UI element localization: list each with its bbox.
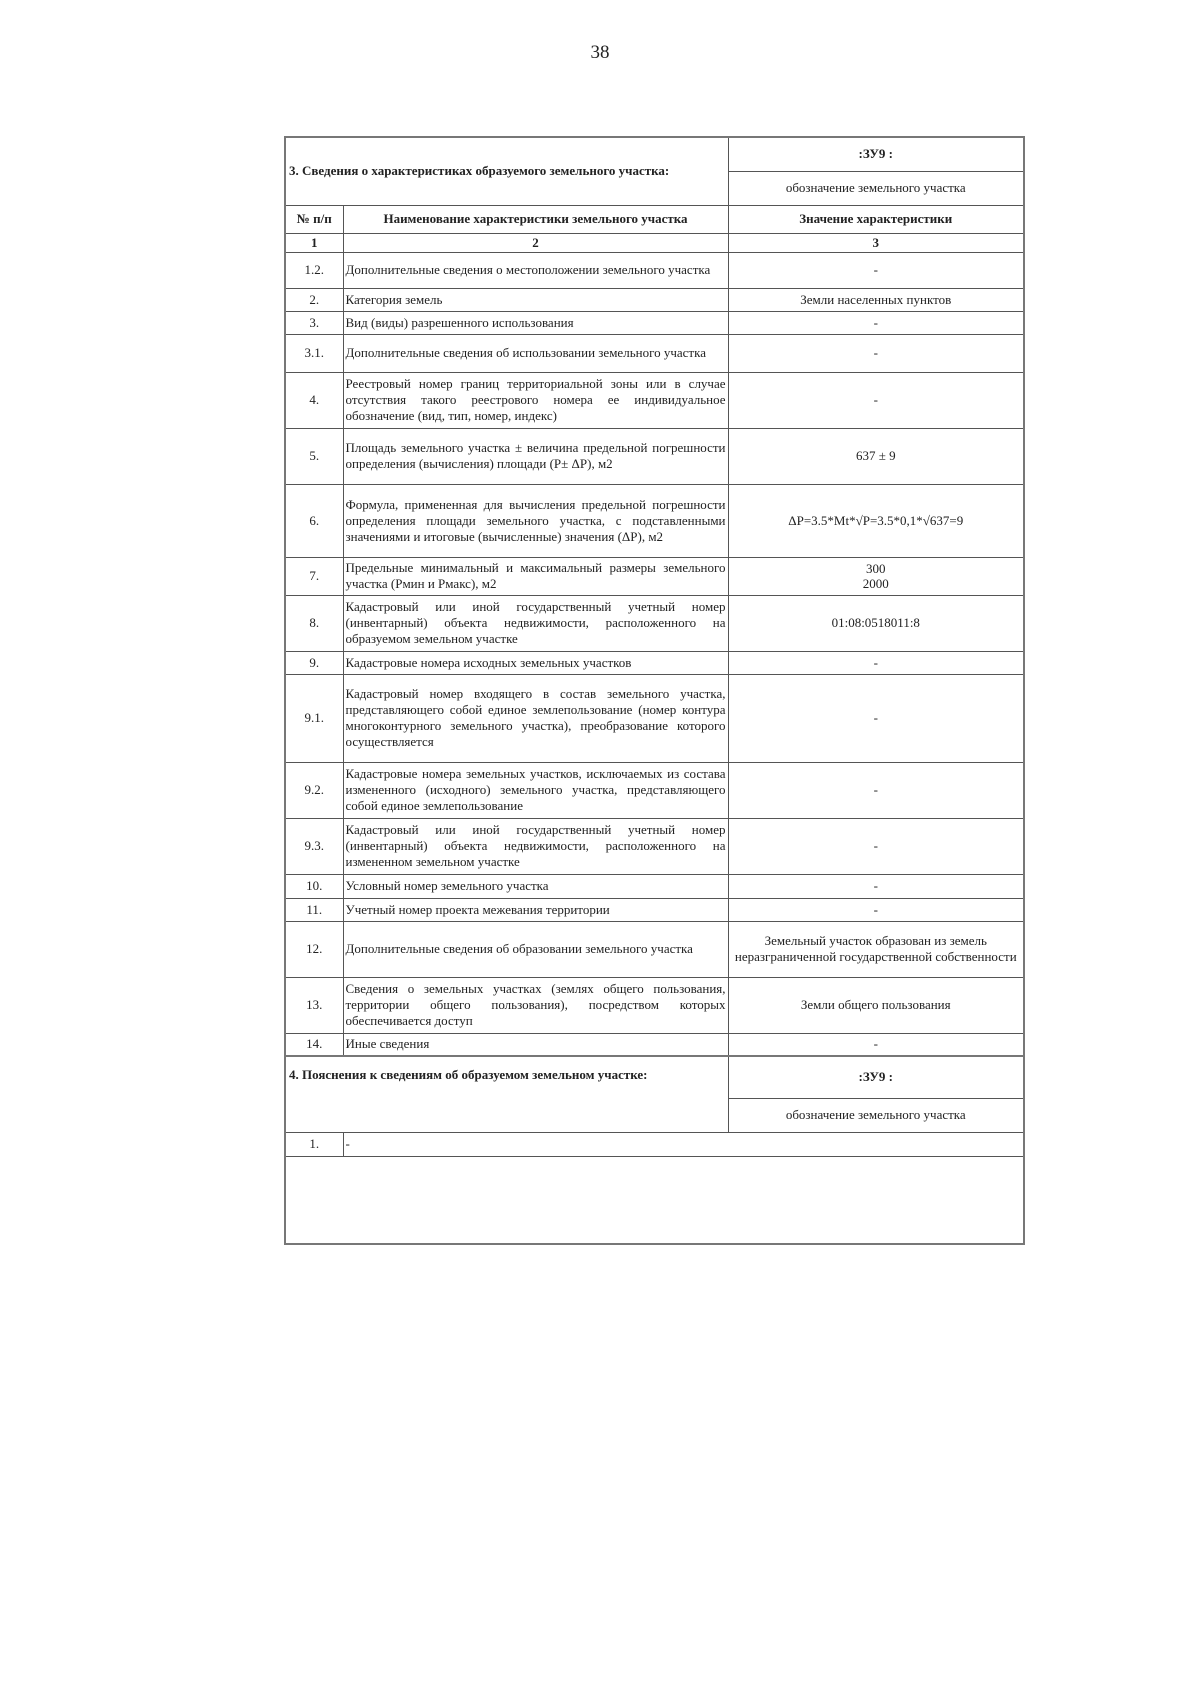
explanation-number: 1. <box>286 1132 343 1156</box>
row-value: - <box>728 674 1023 762</box>
row-value: 637 ± 9 <box>728 428 1023 484</box>
max-size-value: 2000 <box>862 576 889 591</box>
table-row <box>286 311 1023 334</box>
table-row <box>286 288 1023 311</box>
row-number: 13. <box>286 977 343 1033</box>
row-name: Вид (виды) разрешенного использования <box>343 311 728 334</box>
row-name: Сведения о земельных участках (землях общего пользования, территории общего пользования), посредством которых обеспечивается доступ <box>343 977 728 1033</box>
row-value: - <box>728 1033 1023 1056</box>
header-name: Наименование характеристики земельного участка <box>343 205 728 233</box>
blank-area <box>286 1156 1023 1222</box>
row-name: Дополнительные сведения об использовании земельного участка <box>343 334 728 372</box>
row-name: Предельные минимальный и максимальный размеры земельного участка (Рмин и Рмакс), м2 <box>343 557 728 595</box>
row-value: Земли населенных пунктов <box>728 288 1023 311</box>
row-value: Земельный участок образован из земель неразграниченной государственной собственности <box>728 921 1023 977</box>
table-row <box>286 651 1023 674</box>
section4-plot-id-caption: обозначение земельного участка <box>728 1098 1023 1132</box>
table-row <box>286 334 1023 372</box>
row-number: 4. <box>286 372 343 428</box>
table-row <box>286 762 1023 818</box>
section3-plot-id-caption: обозначение земельного участка <box>728 171 1023 205</box>
col-number-1: 1 <box>286 233 343 252</box>
row-number: 6. <box>286 484 343 557</box>
row-number: 9.1. <box>286 674 343 762</box>
table-row <box>286 484 1023 557</box>
header-value: Значение характеристики <box>728 205 1023 233</box>
row-number: 5. <box>286 428 343 484</box>
row-name: Кадастровые номера земельных участков, исключаемых из состава измененного (исходного) земельного участка, представляющего собой единое землепользование <box>343 762 728 818</box>
col-number-2: 2 <box>343 233 728 252</box>
row-value: 01:08:0518011:8 <box>728 595 1023 651</box>
row-number: 2. <box>286 288 343 311</box>
row-number: 9.2. <box>286 762 343 818</box>
row-value: Земли общего пользования <box>728 977 1023 1033</box>
table-row <box>286 898 1023 921</box>
row-value: - <box>728 372 1023 428</box>
explanation-text: - <box>343 1132 1023 1156</box>
row-value: - <box>728 818 1023 874</box>
row-number: 1.2. <box>286 252 343 288</box>
row-number: 3. <box>286 311 343 334</box>
row-name: Условный номер земельного участка <box>343 874 728 898</box>
row-name: Кадастровые номера исходных земельных участков <box>343 651 728 674</box>
row-name: Категория земель <box>343 288 728 311</box>
table-row <box>286 874 1023 898</box>
row-name: Дополнительные сведения о местоположении земельного участка <box>343 252 728 288</box>
row-name: Площадь земельного участка ± величина предельной погрешности определения (вычисления) площади (Р± ΔР), м2 <box>343 428 728 484</box>
col-number-3: 3 <box>728 233 1023 252</box>
table-row <box>286 595 1023 651</box>
row-number: 9. <box>286 651 343 674</box>
section4-plot-id: :ЗУ9 : <box>728 1056 1023 1098</box>
row-value: - <box>728 874 1023 898</box>
row-value: - <box>728 651 1023 674</box>
table-row <box>286 921 1023 977</box>
header-number: № п/п <box>286 205 343 233</box>
table-row <box>286 557 1023 595</box>
table-row <box>286 818 1023 874</box>
table-row <box>286 1033 1023 1056</box>
table-row <box>286 428 1023 484</box>
row-number: 3.1. <box>286 334 343 372</box>
row-number: 14. <box>286 1033 343 1056</box>
min-size-value: 300 <box>866 561 886 576</box>
row-number: 9.3. <box>286 818 343 874</box>
row-value: - <box>728 311 1023 334</box>
table-row <box>286 1132 1023 1156</box>
row-value: - <box>728 334 1023 372</box>
table-row <box>286 674 1023 762</box>
row-number: 10. <box>286 874 343 898</box>
row-number: 11. <box>286 898 343 921</box>
row-name: Кадастровый номер входящего в состав земельного участка, представляющего собой единое землепользование (номер контура многоконтурного земельного участка), преобразование которого осуществляется <box>343 674 728 762</box>
row-value <box>728 557 1023 595</box>
row-name: Дополнительные сведения об образовании земельного участка <box>343 921 728 977</box>
characteristics-table <box>286 138 1023 1222</box>
page-number: 38 <box>590 42 610 63</box>
row-value: - <box>728 252 1023 288</box>
row-name: Кадастровый или иной государственный учетный номер (инвентарный) объекта недвижимости, расположенного на измененном земельном участке <box>343 818 728 874</box>
row-number: 8. <box>286 595 343 651</box>
row-name: Учетный номер проекта межевания территории <box>343 898 728 921</box>
row-value: - <box>728 762 1023 818</box>
row-number: 7. <box>286 557 343 595</box>
section3-title: 3. Сведения о характеристиках образуемого земельного участка: <box>286 138 728 205</box>
table-row <box>286 372 1023 428</box>
row-number: 12. <box>286 921 343 977</box>
table-row <box>286 252 1023 288</box>
row-name: Формула, примененная для вычисления предельной погрешности определения площади земельного участка, с подставленными значениями и итоговые (вычисленные) значения (ΔР), м2 <box>343 484 728 557</box>
table-row <box>286 977 1023 1033</box>
row-value: ΔР=3.5*Mt*√P=3.5*0,1*√637=9 <box>728 484 1023 557</box>
section4-title: 4. Пояснения к сведениям об образуемом земельном участке: <box>286 1056 728 1132</box>
land-plot-form <box>284 136 1025 1245</box>
row-name: Кадастровый или иной государственный учетный номер (инвентарный) объекта недвижимости, расположенного на образуемом земельном участке <box>343 595 728 651</box>
row-name: Реестровый номер границ территориальной зоны или в случае отсутствия такого реестрового номера ее индивидуальное обозначение (вид, тип, номер, индекс) <box>343 372 728 428</box>
row-name: Иные сведения <box>343 1033 728 1056</box>
row-value: - <box>728 898 1023 921</box>
section3-plot-id: :ЗУ9 : <box>728 138 1023 171</box>
